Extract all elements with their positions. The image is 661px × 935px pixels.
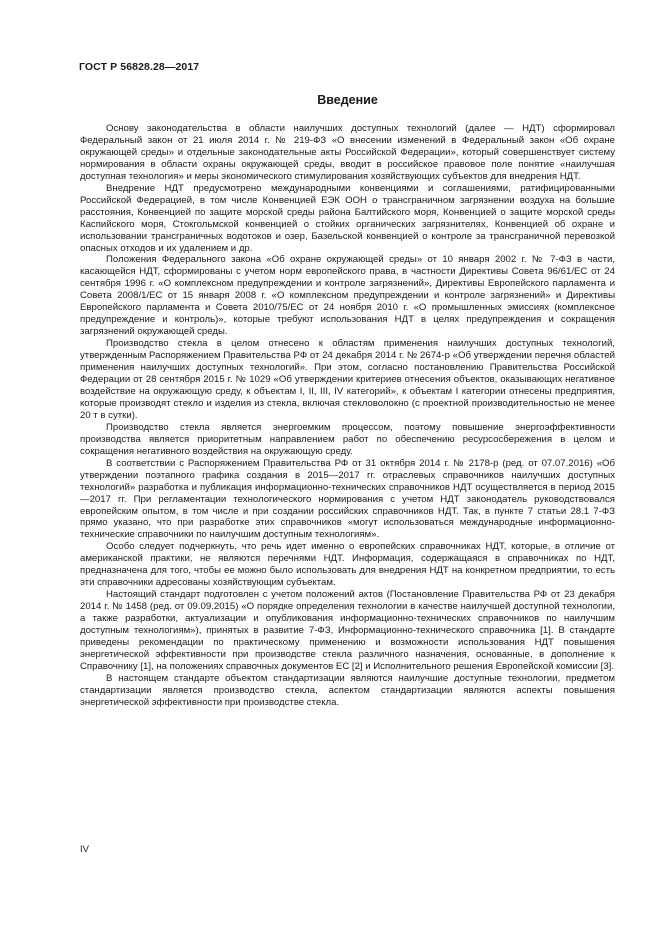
page-number: IV	[80, 844, 89, 855]
paragraph: Производство стекла является энергоемким процессом, поэтому повышение энергоэффективности производства является приоритетным направлением работ по обеспечению ресурсосбережения в целом и сокращения негативного воздействия на окружающую среду.	[80, 421, 615, 457]
paragraph: Внедрение НДТ предусмотрено международными конвенциями и соглашениями, ратифицированными Российской Федерацией, в том числе Конвенцией ЕЭК ООН о трансграничном загрязнении воздуха на большие расстояния, Конвенцией по защите морской среды района Балтийского моря, Конвенцией о защите морской среды Каспийского моря, Стокгольмской конвенцией о стойких органических загрязнителях, Конвенцией об охране и использовании трансграничных водотоков и озер, Базельской конвенцией о контроле за трансграничной перевозкой опасных отходов и их удалением и др.	[80, 182, 615, 254]
paragraph: Положения Федерального закона «Об охране окружающей среды» от 10 января 2002 г. № 7-ФЗ в части, касающейся НДТ, сформированы с учетом норм европейского права, в частности Директивы Совета 96/61/ЕС от 24 сентября 1996 г. «О комплексном предупреждении и контроле загрязнений», Директивы Европейского парламента и Совета 2008/1/ЕС от 15 января 2008 г. «О комплексном предупреждении и контроле загрязнений» и Директивы Европейского парламента и Совета 2010/75/ЕС от 24 ноября 2010 г. «О промышленных эмиссиях (комплексное предупреждение и контроль)», которые требуют использования НДТ в целях предупреждения и сокращения загрязнений окружающей среды.	[80, 254, 615, 338]
paragraph: Основу законодательства в области наилучших доступных технологий (далее — НДТ) сформировал Федеральный закон от 21 июля 2014 г. № 219-ФЗ «О внесении изменений в Федеральный закон «Об охране окружающей среды» и отдельные законодательные акты Российской Федерации», который совершенствует систему нормирования в области охраны окружающей среды, вводит в российское правовое поле понятие «наилучшая доступная технология» и меры экономического стимулирования хозяйствующих субъектов для внедрения НДТ.	[80, 123, 615, 182]
paragraph: В соответствии с Распоряжением Правительства РФ от 31 октября 2014 г. № 2178-р (ред. от 07.07.2016) «Об утверждении поэтапного графика создания в 2015—2017 гг. отраслевых справочников наилучших доступных технологий» разработка и публикация информационно-технических справочников НДТ осуществляется в период 2015—2017 гг. При регламентации технологического нормирования с учетом НДТ законодатель руководствовался европейским опытом, в том числе и при создании российских справочников НДТ. Так, в пункте 7 статьи 28.1 7-ФЗ прямо указано, что при разработке этих справочников «могут использоваться международные информационно-технические справочники по наилучшим доступным технологиям».	[80, 457, 615, 541]
section-title: Введение	[317, 93, 378, 107]
introduction-body	[80, 123, 615, 709]
paragraph: Настоящий стандарт подготовлен с учетом положений актов (Постановление Правительства РФ от 23 декабря 2014 г. № 1458 (ред. от 09.09.2015) «О порядке определения технологии в качестве наилучшей доступной технологии, а также разработки, актуализации и опубликования информационно-технических справочников по наилучшим доступным технологиям»), принятых в развитие 7-ФЗ, Информационно-технического справочника [1]. В стандарте приведены рекомендации по практическому применению и возможности использования НДТ повышения энергетической эффективности при производстве стекла различного назначения, основанные, в дополнение к Справочнику [1], на положениях справочных документов ЕС [2] и Исполнительного решения Европейской комиссии [3].	[80, 589, 615, 672]
paragraph: В настоящем стандарте объектом стандартизации являются наилучшие доступные технологии, предметом стандартизации является производство стекла, аспектом стандартизации являются аспекты повышения энергетической эффективности при производстве стекла.	[80, 672, 615, 708]
paragraph: Производство стекла в целом отнесено к областям применения наилучших доступных технологий, утвержденным Распоряжением Правительства РФ от 24 декабря 2014 г. № 2674-р «Об утверждении перечня областей применения наилучших доступных технологий». При этом, согласно постановлению Правительства Российской Федерации от 28 сентября 2015 г. № 1029 «Об утверждении критериев отнесения объектов, оказывающих негативное воздействие на окружающую среду, к объектам I, II, III, IV категорий», к объектам I категории отнесены предприятия, которые производят стекло и изделия из стекла, включая стекловолокно (с проектной производительностью не менее 20 т в сутки).	[80, 338, 615, 421]
paragraph: Особо следует подчеркнуть, что речь идет именно о европейских справочниках НДТ, которые, в отличие от американской практики, не являются перечнями НДТ. Информация, содержащаяся в справочниках по НДТ, предназначена для того, чтобы ее можно было использовать для внедрения НДТ на конкретном предприятии, то есть эти справочники адресованы хозяйствующим субъектам.	[80, 541, 615, 589]
standard-code-header: ГОСТ Р 56828.28—2017	[79, 61, 200, 73]
